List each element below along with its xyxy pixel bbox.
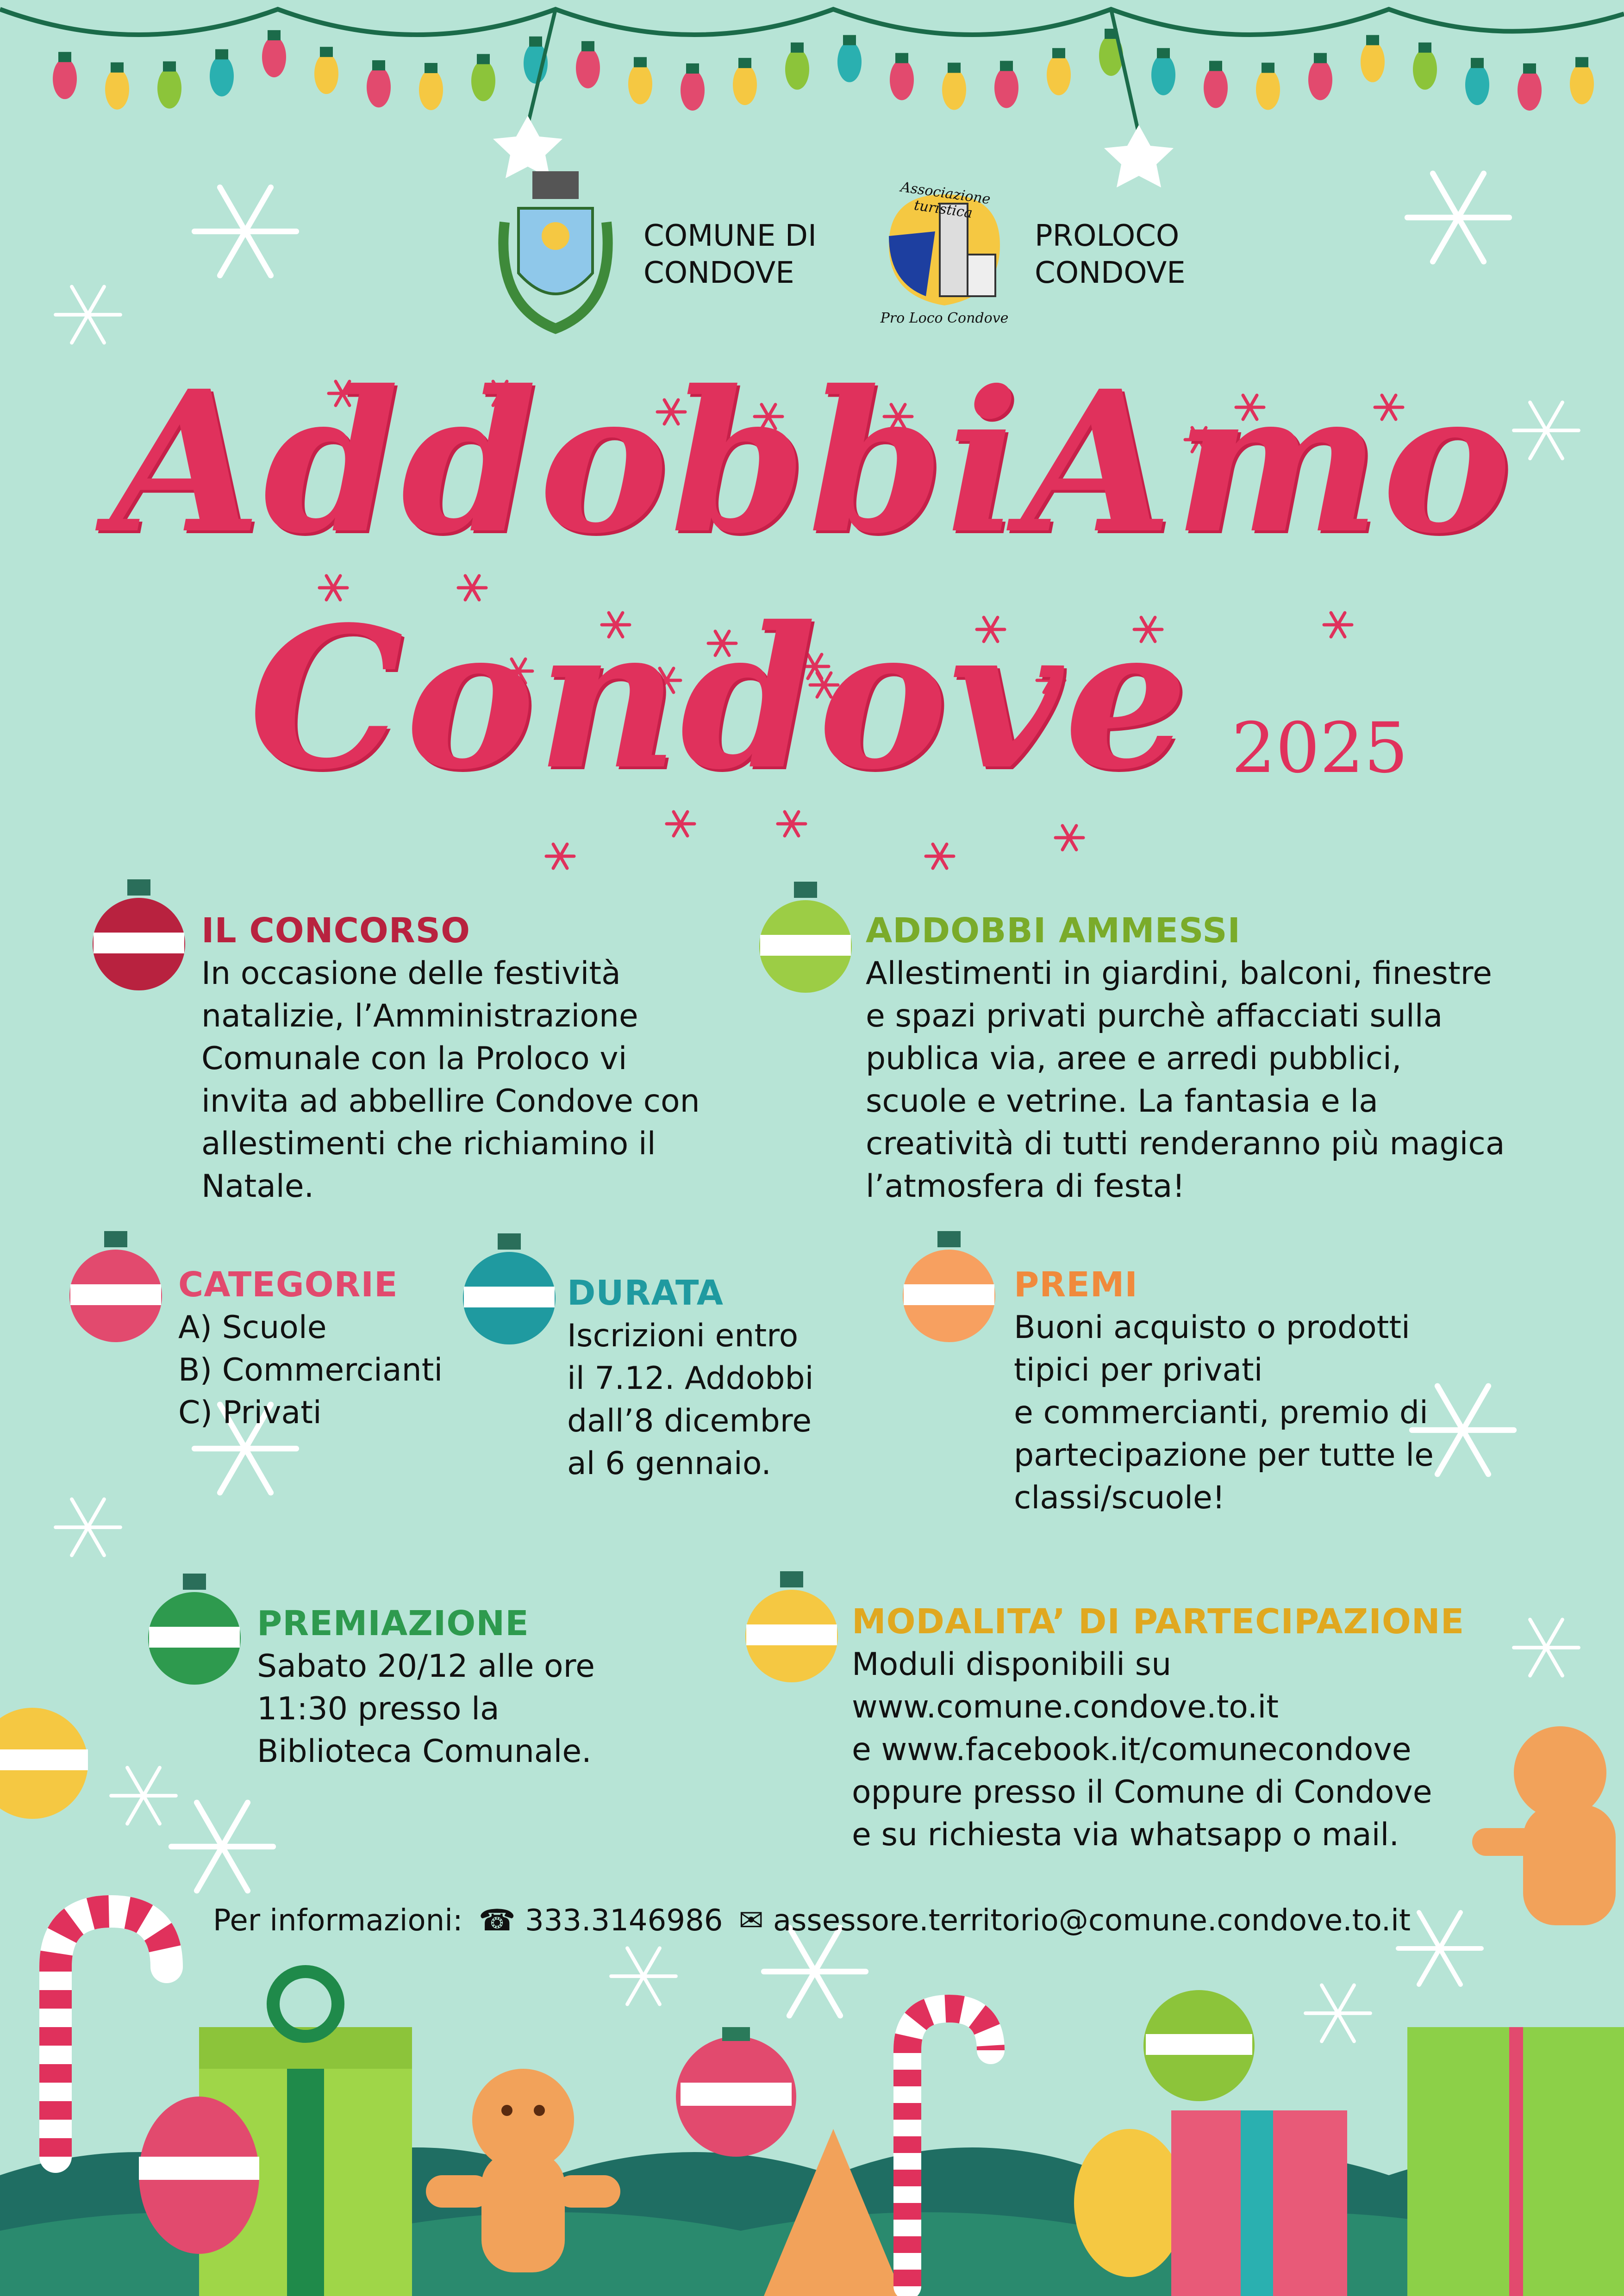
- yellow-egg-ornament-icon: [1074, 2129, 1185, 2277]
- addobbi-heading: ADDOBBI AMMESSI: [866, 911, 1241, 951]
- red-ornament-icon: [88, 879, 190, 1002]
- snowflake-icon: [611, 1948, 676, 2004]
- candy-cane-icon: [56, 1911, 167, 2157]
- categorie-item-b: B) Commercianti: [178, 1352, 443, 1388]
- red-snowflake-icon: [667, 812, 694, 836]
- yellow-ball-ornament-icon: [0, 1708, 88, 1819]
- orange-ornament-icon: [898, 1231, 1000, 1353]
- proloco-seal-bottom-text: Pro Loco Condove: [880, 310, 1009, 326]
- title-line-2: Condove: [249, 585, 1190, 813]
- pink-ball-ornament-icon: [676, 2027, 796, 2157]
- red-snowflake-icon: [926, 844, 954, 868]
- snowflake-icon: [1407, 174, 1509, 262]
- title-line-1: AddobbiAmo: [110, 348, 1514, 577]
- modalita-body: Moduli disponibili su www.comune.condove.to.it e www.facebook.it/comunecondove oppure presso il Comune di Condove e su richiesta via whatsapp o mail.: [852, 1646, 1432, 1853]
- categorie-item-a: A) Scuole: [178, 1309, 327, 1346]
- snowflake-icon: [111, 1767, 176, 1823]
- yellow-ornament-icon: [741, 1571, 843, 1693]
- mail-icon: ✉: [738, 1904, 764, 1938]
- snowflake-icon: [56, 286, 120, 342]
- snowflake-icon: [171, 1803, 273, 1891]
- phone-number[interactable]: 333.3146986: [525, 1904, 723, 1938]
- modalita-heading: MODALITA’ DI PARTECIPAZIONE: [852, 1602, 1465, 1642]
- red-snowflake-icon: [1056, 826, 1083, 850]
- proloco-label: PROLOCO CONDOVE: [1035, 219, 1186, 290]
- premi-heading: PREMI: [1014, 1265, 1138, 1305]
- comune-crest-logo: [491, 167, 620, 342]
- categorie-item-c: C) Privati: [178, 1394, 322, 1431]
- addobbi-body: Allestimenti in giardini, balconi, finestre e spazi privati purchè affacciati sulla publica via, aree e arredi pubblici, scuole e vetrine. La fantasia e la creatività di tutti renderanno più magica l’atmosfera di festa!: [866, 955, 1505, 1205]
- snowflake-icon: [56, 1499, 120, 1555]
- premiazione-heading: PREMIAZIONE: [257, 1604, 529, 1643]
- durata-body: Iscrizioni entro il 7.12. Addobbi dall’8 dicembre al 6 gennaio.: [567, 1318, 814, 1482]
- comune-label: COMUNE DI CONDOVE: [643, 219, 817, 290]
- premiazione-body: Sabato 20/12 alle ore 11:30 presso la Biblioteca Comunale.: [257, 1648, 595, 1770]
- concorso-body: In occasione delle festività natalizie, l’Amministrazione Comunale con la Proloco vi invita ad abbellire Condove con allestimenti che richiamino il Natale.: [201, 955, 700, 1205]
- proloco-seal-top-text: Associazione turistica: [899, 179, 992, 222]
- premi-body: Buoni acquisto o prodotti tipici per privati e commercianti, premio di partecipazione per tutte le classi/scuole!: [1014, 1309, 1434, 1516]
- dark-green-ornament-icon: [144, 1574, 245, 1696]
- green-ornament-icon: [755, 882, 856, 1004]
- snowflake-icon: [194, 187, 296, 276]
- pink-ornament-icon: [65, 1231, 167, 1353]
- concorso-heading: IL CONCORSO: [201, 911, 470, 951]
- contact-info-line: [213, 1902, 1411, 1939]
- big-green-gift-icon: [1407, 2027, 1624, 2296]
- title-year: 2025: [1231, 708, 1408, 789]
- snowflake-icon: [1305, 1985, 1370, 2041]
- info-label: Per informazioni:: [213, 1904, 463, 1938]
- snowflake-icon: [1514, 1619, 1579, 1675]
- red-snowflake-icon: [778, 812, 806, 836]
- email-address[interactable]: assessore.territorio@comune.condove.to.it: [773, 1904, 1411, 1938]
- red-snowflake-icon: [546, 844, 574, 868]
- phone-icon: ☎: [478, 1904, 516, 1938]
- snowflake-icon: [1398, 1912, 1481, 1985]
- durata-heading: DURATA: [567, 1273, 724, 1313]
- snowflake-icon: [764, 1928, 866, 2016]
- teal-ornament-icon: [458, 1233, 560, 1356]
- categorie-heading: CATEGORIE: [178, 1265, 398, 1305]
- green-ball-ornament-icon: [1143, 1990, 1255, 2101]
- pink-gift-icon: [1171, 2110, 1347, 2296]
